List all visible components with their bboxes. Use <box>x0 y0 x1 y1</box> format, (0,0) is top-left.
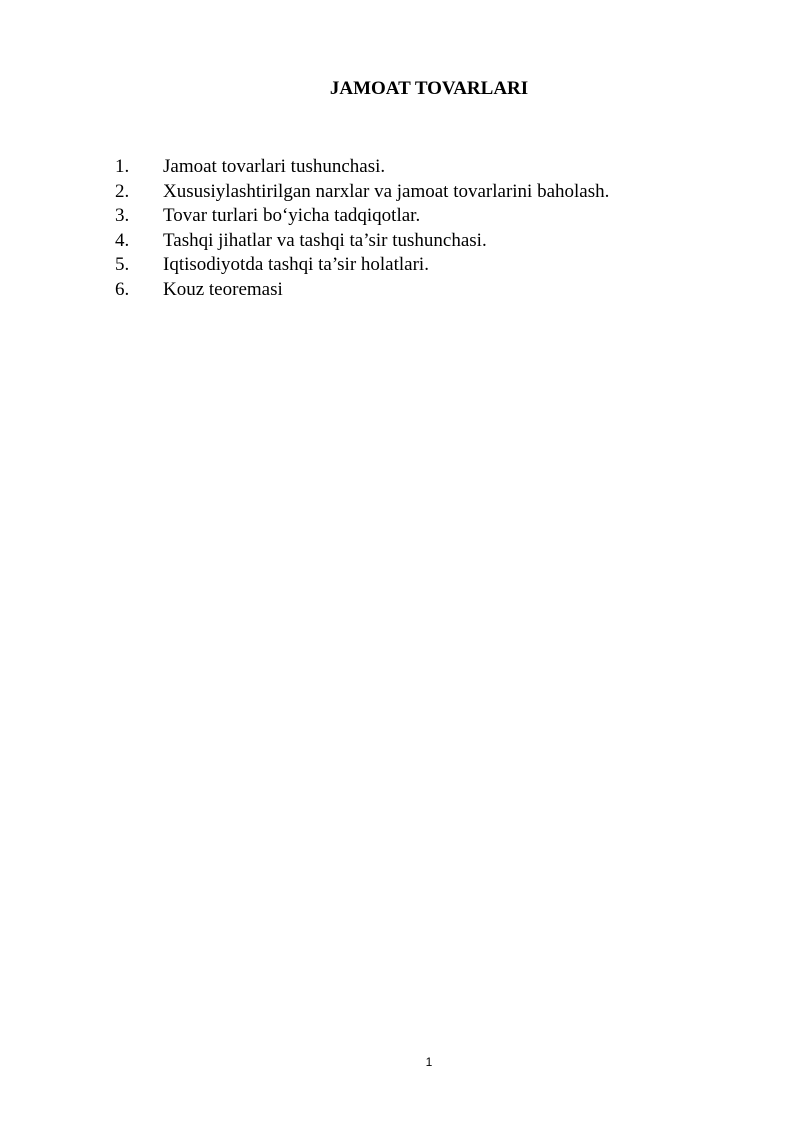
list-item <box>115 180 609 205</box>
item-text: Xususiylashtirilgan narxlar va jamoat tovarlarini baholash. <box>163 180 610 202</box>
topic-list <box>115 155 609 303</box>
item-number: 6. <box>115 278 130 300</box>
list-item <box>115 253 609 278</box>
item-number: 4. <box>115 229 130 251</box>
list-item <box>115 278 609 303</box>
item-number: 3. <box>115 205 130 227</box>
item-text: Jamoat tovarlari tushunchasi. <box>163 156 386 177</box>
page-title: JAMOAT TOVARLARI <box>329 78 529 99</box>
item-text: Tashqi jihatlar va tashqi ta’sir tushunchasi. <box>163 229 487 251</box>
list-item <box>115 155 609 180</box>
item-number: 1. <box>115 156 130 177</box>
list-item <box>115 204 609 229</box>
item-number: 2. <box>115 180 130 202</box>
list-item <box>115 229 609 254</box>
page-number: 1 <box>425 1055 433 1069</box>
item-text: Kouz teoremasi <box>163 278 283 300</box>
item-number: 5. <box>115 254 130 276</box>
item-text: Tovar turlari bo‘yicha tadqiqotlar. <box>163 205 421 227</box>
item-text: Iqtisodiyotda tashqi ta’sir holatlari. <box>163 254 429 276</box>
